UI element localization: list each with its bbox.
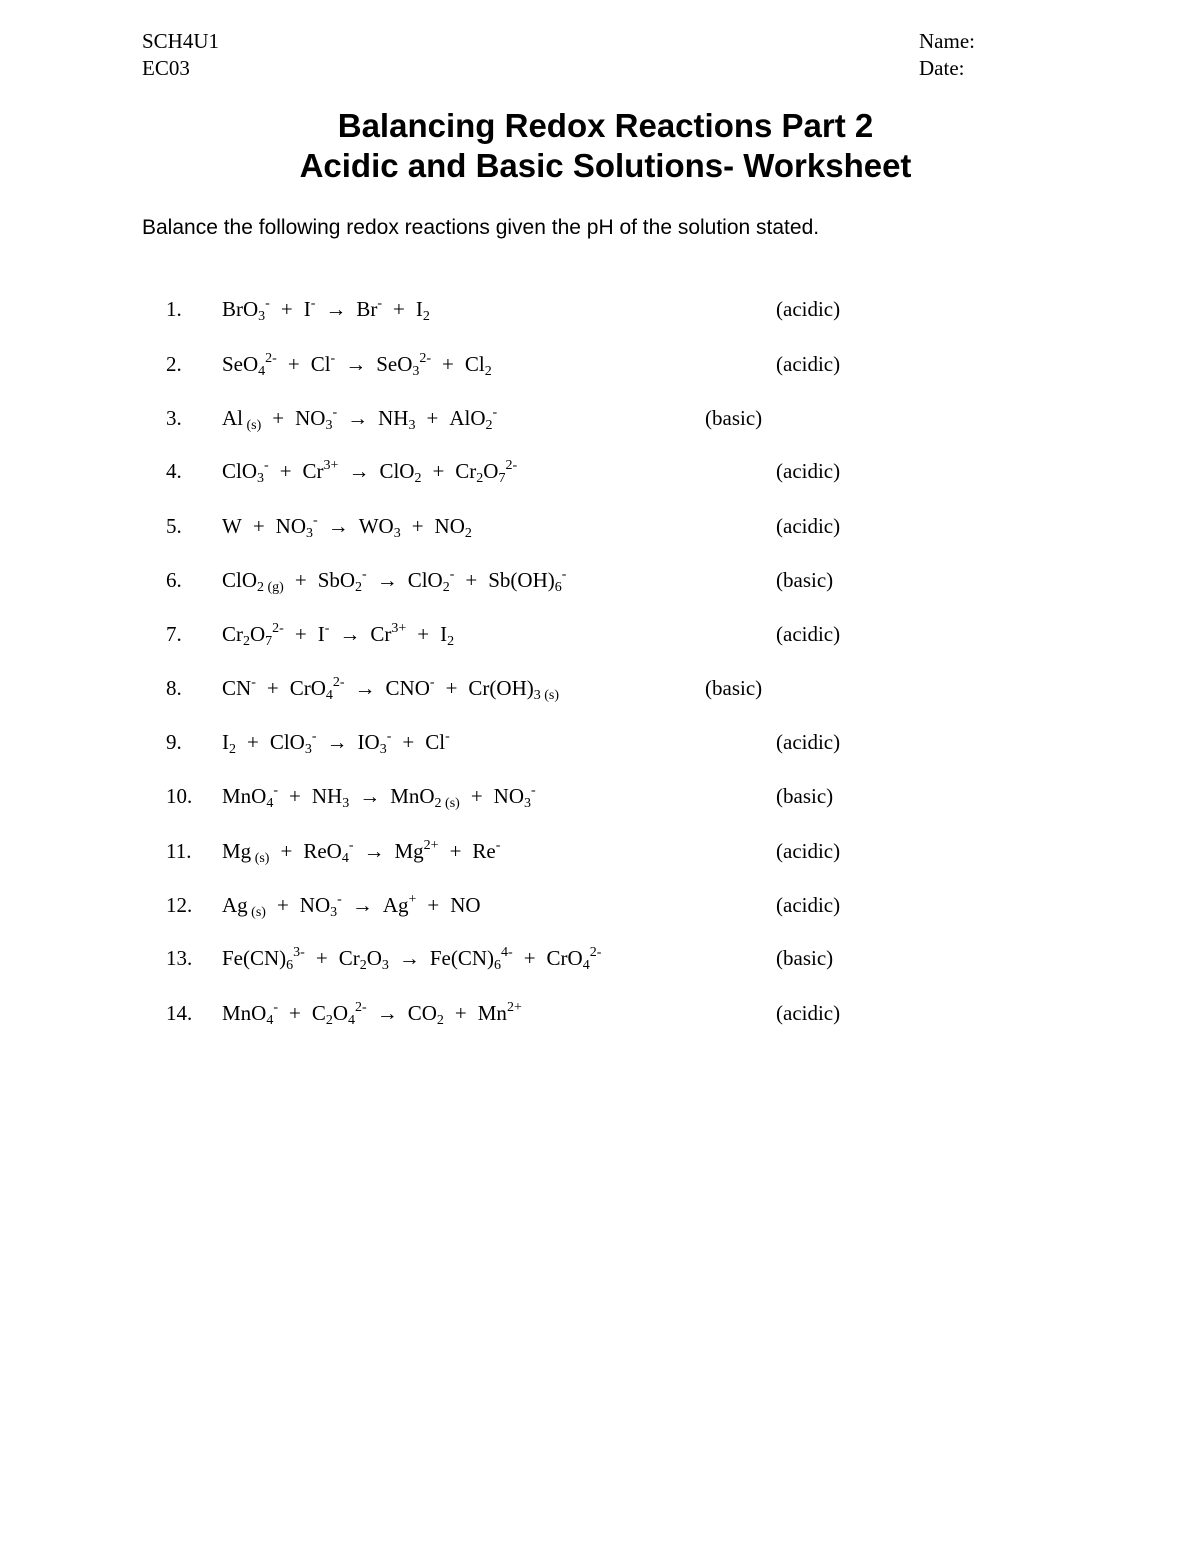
plus-sign: +: [252, 514, 265, 538]
solution-condition: (basic): [705, 406, 763, 430]
problem-row: [0, 617, 1200, 651]
reactant: I-: [303, 296, 316, 321]
solution-condition: (basic): [776, 784, 834, 808]
plus-sign: +: [402, 730, 415, 754]
reactant: Mg $_{(s)}$: [222, 839, 270, 866]
solution-condition: (acidic): [776, 459, 841, 483]
problem-number: 3.: [166, 406, 182, 430]
plus-sign: +: [280, 297, 293, 321]
product: $Sb(OH)_6^-$: [488, 567, 567, 595]
plus-sign: +: [442, 352, 454, 376]
reaction-arrow-icon: →: [347, 406, 369, 430]
plus-sign: +: [280, 839, 293, 863]
reactant: Ag $_{(s)}$: [222, 893, 266, 920]
product: Re-: [472, 838, 501, 863]
reaction-arrow-icon: →: [359, 784, 381, 808]
plus-sign: +: [393, 297, 405, 321]
header-course-block: [142, 28, 219, 82]
problem-number: 11.: [166, 839, 192, 863]
reactant: ClO$_3$-: [222, 458, 269, 486]
reactant: $Fe(CN)_6^{3-}$: [222, 945, 305, 973]
reactant: $NO_3^-$: [295, 405, 338, 433]
product: $NH_3$: [378, 406, 416, 433]
problem-row: [0, 888, 1200, 922]
reactant: $Cr^{3+}$: [302, 458, 339, 483]
date-label: Date:: [919, 56, 965, 80]
redox-equation: [222, 725, 450, 759]
product: $Fe(CN)_6^{4-}$: [429, 945, 513, 973]
problem-row: [0, 779, 1200, 813]
problem-number: 12.: [166, 893, 193, 917]
problem-number: 14.: [166, 1001, 193, 1025]
plus-sign: +: [426, 406, 439, 430]
product: $WO_3$: [358, 514, 401, 541]
plus-sign: +: [289, 784, 301, 808]
product: SeO$_3^{2-}$: [376, 351, 432, 379]
redox-equation: [222, 834, 500, 868]
plus-sign: +: [432, 459, 445, 483]
solution-condition: (acidic): [776, 839, 841, 863]
reaction-arrow-icon: →: [376, 1001, 398, 1025]
problem-number: 13.: [166, 946, 193, 970]
product: CNO-: [385, 675, 435, 700]
problem-row: [0, 725, 1200, 759]
problem-number: 5.: [166, 514, 182, 538]
product: $Cr^{3+}$: [370, 621, 407, 646]
reactant: $NO_3^-$: [299, 892, 342, 920]
reactant: $C_2O_4^{2-}$: [311, 1000, 367, 1028]
solution-condition: (basic): [705, 676, 763, 700]
reactant: I-: [317, 621, 330, 646]
product: Cl-: [425, 729, 450, 754]
problem-row: [0, 834, 1200, 868]
plus-sign: +: [465, 568, 478, 592]
redox-equation: [222, 888, 481, 922]
reaction-arrow-icon: →: [327, 514, 349, 538]
reactant: ClO$_3$-: [269, 729, 317, 757]
product: $Mg^{2+}$: [394, 838, 439, 863]
solution-condition: (basic): [776, 946, 834, 970]
product: $I_2$: [440, 622, 455, 649]
plus-sign: +: [411, 514, 424, 538]
plus-sign: +: [417, 622, 430, 646]
product: $Cl_2$: [464, 352, 492, 379]
plus-sign: +: [315, 946, 328, 970]
reactant: Al $_{(s)}$: [222, 406, 262, 433]
problem-row: [0, 509, 1200, 543]
problem-number: 4.: [166, 459, 182, 483]
problem-number: 7.: [166, 622, 182, 646]
plus-sign: +: [449, 839, 462, 863]
product: Br-: [356, 296, 383, 321]
plus-sign: +: [276, 893, 289, 917]
product: $Cr_2O_7^{2-}$: [455, 458, 518, 486]
product: $NO_3^-$: [493, 783, 536, 811]
solution-condition: (acidic): [776, 1001, 841, 1025]
reactant: MnO$_4$-: [222, 1000, 279, 1028]
product: $Cr(OH)_{3 (s)}$: [468, 676, 560, 703]
redox-equation: [222, 563, 566, 597]
redox-equation: [222, 454, 517, 488]
reactant: MnO$_4$-: [222, 783, 279, 811]
plus-sign: +: [427, 893, 440, 917]
product: $IO_3^-$: [357, 729, 392, 757]
reactant: W: [222, 514, 242, 538]
unit-code: EC03: [142, 56, 190, 80]
problem-number: 2.: [166, 352, 182, 376]
solution-condition: (basic): [776, 568, 834, 592]
product: NO: [450, 893, 481, 917]
reactant: $I_2$: [222, 730, 236, 757]
product: $I_2$: [415, 297, 430, 324]
reaction-arrow-icon: →: [339, 622, 361, 646]
reactant: $NO_3^-$: [275, 513, 318, 541]
problem-number: 9.: [166, 730, 182, 754]
problem-number: 1.: [166, 297, 182, 321]
problem-number: 6.: [166, 568, 182, 592]
plus-sign: +: [454, 1001, 467, 1025]
plus-sign: +: [289, 1001, 301, 1025]
plus-sign: +: [247, 730, 259, 754]
problem-row: [0, 454, 1200, 488]
product: $NO_2$: [434, 514, 472, 541]
solution-condition: (acidic): [776, 730, 841, 754]
reactant: CrO$_4^{2-}$: [289, 675, 345, 703]
problem-row: [0, 401, 1200, 435]
reaction-arrow-icon: →: [398, 946, 420, 970]
plus-sign: +: [445, 676, 458, 700]
redox-equation: [222, 401, 497, 435]
reactant: $NH_3$: [311, 784, 350, 811]
course-code: SCH4U1: [142, 29, 220, 53]
plus-sign: +: [294, 568, 307, 592]
redox-equation: [222, 292, 430, 326]
reactant: SbO$_2$-: [317, 567, 367, 595]
reaction-arrow-icon: →: [348, 459, 370, 483]
reaction-arrow-icon: →: [345, 352, 367, 376]
plus-sign: +: [470, 784, 483, 808]
instructions: Balance the following redox reactions given the pH of the solution stated.: [142, 216, 820, 239]
plus-sign: +: [279, 459, 292, 483]
worksheet-title: Balancing Redox Reactions Part 2: [337, 107, 874, 144]
reactant: ClO$_{2 (g)}$: [222, 568, 284, 595]
redox-equation: [222, 347, 492, 381]
header-student-block: [919, 28, 975, 82]
redox-equation: [222, 509, 472, 543]
plus-sign: +: [294, 622, 307, 646]
product: CrO$_4^{2-}$: [546, 945, 602, 973]
reaction-arrow-icon: →: [354, 676, 376, 700]
reactant: Cl-: [310, 351, 336, 376]
redox-equation: [222, 671, 559, 705]
reaction-arrow-icon: →: [351, 893, 373, 917]
reactant: $Cr_2O_7^{2-}$: [222, 621, 284, 649]
reactant: $Cr_2O_3$: [338, 946, 389, 973]
problem-row: [0, 671, 1200, 705]
plus-sign: +: [287, 352, 300, 376]
plus-sign: +: [523, 946, 536, 970]
solution-condition: (acidic): [776, 622, 841, 646]
product: AlO$_2$-: [449, 405, 498, 433]
problem-row: [0, 292, 1200, 326]
reactant: ReO$_4$-: [303, 838, 354, 866]
product: $CO_2$: [407, 1001, 444, 1028]
product: ClO$_2$-: [407, 567, 455, 595]
problem-row: [0, 996, 1200, 1030]
product: $Mn^{2+}$: [477, 1000, 522, 1025]
reaction-arrow-icon: →: [326, 730, 348, 754]
plus-sign: +: [266, 676, 279, 700]
solution-condition: (acidic): [776, 352, 841, 376]
worksheet-subtitle: Acidic and Basic Solutions- Worksheet: [299, 147, 912, 184]
problem-number: 10.: [166, 784, 193, 808]
name-label: Name:: [919, 29, 975, 53]
reaction-arrow-icon: →: [376, 568, 398, 592]
problem-row: [0, 563, 1200, 597]
problem-row: [0, 941, 1200, 975]
problem-row: [0, 347, 1200, 381]
solution-condition: (acidic): [776, 297, 841, 321]
reactant: BrO$_3$-: [222, 296, 270, 324]
reaction-arrow-icon: →: [363, 839, 385, 863]
reactant: CN-: [222, 675, 256, 700]
solution-condition: (acidic): [776, 514, 841, 538]
solution-condition: (acidic): [776, 893, 841, 917]
reaction-arrow-icon: →: [325, 297, 347, 321]
product: Ag+: [382, 892, 417, 917]
plus-sign: +: [272, 406, 285, 430]
product: ClO$_2$: [379, 459, 422, 486]
product: MnO$_{2 (s)}$: [390, 784, 460, 811]
redox-equation: [222, 617, 454, 651]
redox-equation: [222, 996, 522, 1030]
problem-number: 8.: [166, 676, 182, 700]
reactant: SeO$_4^{2-}$: [222, 351, 277, 379]
redox-equation: [222, 779, 536, 813]
redox-equation: [222, 941, 601, 975]
